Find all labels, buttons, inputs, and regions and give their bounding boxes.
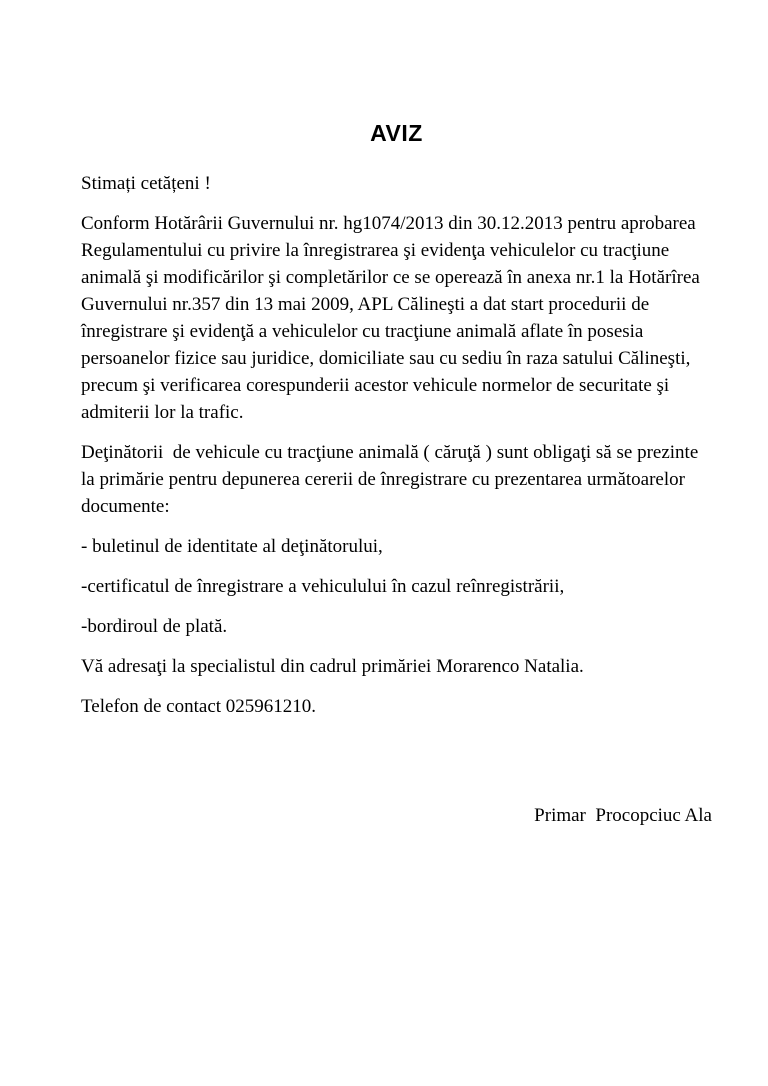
list-item-registration-certificate: -certificatul de înregistrare a vehiculului în cazul reînregistrării, (81, 576, 565, 597)
signature-line: Primar Procopciuc Ala (534, 805, 712, 826)
salutation: Stimați cetățeni ! (81, 173, 211, 194)
contact-specialist-line: Vă adresaţi la specialistul din cadrul primăriei Morarenco Natalia. (81, 656, 584, 677)
paragraph-legal-basis: Conform Hotărârii Guvernului nr. hg1074/2013 din 30.12.2013 pentru aprobarea Regulamentului cu privire la înregistrarea şi evidenţa vehiculelor cu tracţiune animală şi modificărilor şi completărilor ce se operează în anexa nr.1 la Hotărîrea Guvernului nr.357 din 13 mai 2009, APL Călineşti a dat start procedurii de înregistrare şi evidenţă a vehiculelor cu tracţiune animală aflate în posesia persoanelor fizice sau juridice, domiciliate sau cu sediu în raza satului Călineşti, precum şi verificarea corespunderii acestor vehicule normelor de securitate şi admiterii lor la trafic. (81, 213, 705, 423)
paragraph-obligation: Deţinătorii de vehicule cu tracţiune animală ( căruţă ) sunt obligaţi să se prezinte la primărie pentru depunerea cererii de înregistrare cu prezentarea următoarelor documente: (81, 442, 703, 517)
list-item-payment-slip: -bordiroul de plată. (81, 616, 228, 637)
list-item-identity-card: - buletinul de identitate al deţinătorului, (81, 536, 383, 557)
document-title: AVIZ (370, 120, 423, 146)
contact-phone-line: Telefon de contact 025961210. (81, 696, 317, 717)
